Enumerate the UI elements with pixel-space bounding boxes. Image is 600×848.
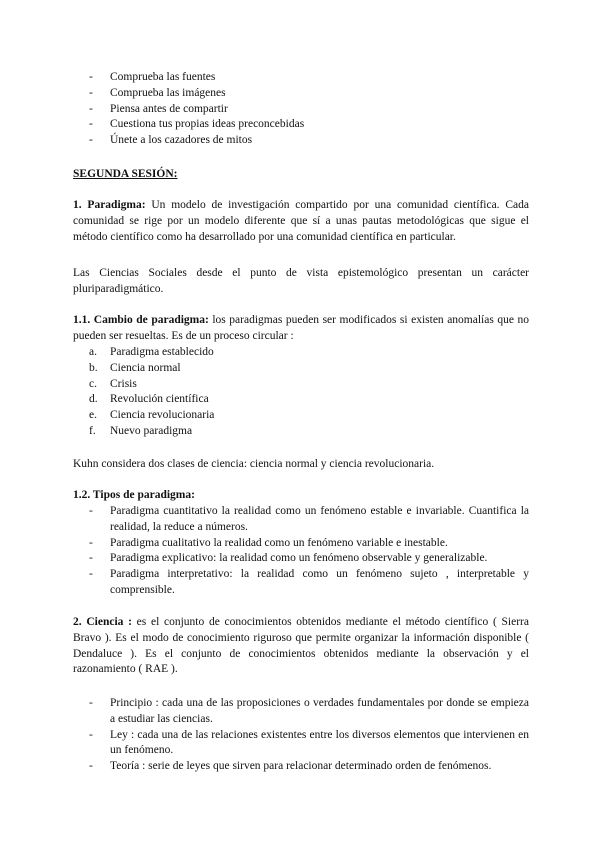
paradigma-heading: 1. Paradigma: xyxy=(73,199,146,211)
list-item-label: Ciencia normal xyxy=(110,361,181,374)
list-item: - Principio : cada una de las proposiciones o verdades fundamentales por donde se empieza a estudiar las ciencias. xyxy=(73,696,529,728)
list-item xyxy=(73,392,529,408)
ciencia-heading: 2. Ciencia : xyxy=(73,616,132,628)
paradigma-paragraph xyxy=(73,198,529,245)
list-item xyxy=(73,424,529,440)
tipos-list xyxy=(73,504,529,599)
paradigma-text: Un modelo de investigación compartido por una comunidad científica. Cada comunidad se rige por un modelo diferente que sí a unas pautas metodológicas que sigue el método científico como ha desarrollado por una comunidad científica en particular. xyxy=(73,199,529,243)
list-item: - Paradigma cuantitativo la realidad como un fenómeno estable e invariable. Cuantifica la realidad, la reduce a números. xyxy=(73,504,529,536)
list-item: - Paradigma interpretativo: la realidad como un fenómeno sujeto , interpretable y comprensible. xyxy=(73,567,529,599)
kuhn-paragraph: Kuhn considera dos clases de ciencia: ciencia normal y ciencia revolucionaria. xyxy=(73,458,435,470)
tips-list xyxy=(73,70,529,149)
tipos-heading: 1.2. Tipos de paradigma: xyxy=(73,489,195,501)
cambio-heading: 1.1. Cambio de paradigma: xyxy=(73,314,209,326)
definitions-list xyxy=(73,696,529,775)
list-item xyxy=(73,377,529,393)
list-item: - Cuestiona tus propias ideas preconcebidas xyxy=(73,117,529,133)
list-item xyxy=(73,345,529,361)
list-marker: c. xyxy=(89,377,97,390)
section-title: SEGUNDA SESIÓN: xyxy=(73,168,178,180)
list-item-label: Paradigma establecido xyxy=(110,346,214,358)
ciencia-text: es el conjunto de conocimientos obtenidos mediante el método científico ( Sierra Bravo ). Es el modo de conocimiento riguroso que permite organizar la información disponible ( Dendaluce ). Es el conjunto de conocimientos obtenidos mediante la observación y el razonamiento ( RAE ). xyxy=(73,616,529,676)
list-item-label: Nuevo paradigma xyxy=(110,424,193,437)
list-marker: f. xyxy=(89,424,96,437)
list-marker: a. xyxy=(89,346,97,358)
list-item-label: Revolución científica xyxy=(110,393,209,406)
list-item: - Piensa antes de compartir xyxy=(73,102,529,118)
list-item: - Únete a los cazadores de mitos xyxy=(73,133,529,149)
list-marker: e. xyxy=(89,409,97,422)
cambio-list xyxy=(73,345,529,440)
list-item xyxy=(73,408,529,424)
list-item: - Teoría : serie de leyes que sirven para relacionar determinado orden de fenómenos. xyxy=(73,759,529,775)
list-item xyxy=(73,361,529,377)
list-item: - Comprueba las imágenes xyxy=(73,86,529,102)
ciencias-sociales-paragraph: Las Ciencias Sociales desde el punto de vista epistemológico presentan un carácter pluriparadigmático. xyxy=(73,267,529,295)
list-item: - Paradigma cualitativo la realidad como un fenómeno variable e inestable. xyxy=(73,536,529,552)
list-item-label: Crisis xyxy=(110,377,137,390)
ciencia-paragraph xyxy=(73,615,529,678)
list-item: - Paradigma explicativo: la realidad como un fenómeno observable y generalizable. xyxy=(73,551,529,567)
list-marker: d. xyxy=(89,393,98,406)
list-marker: b. xyxy=(89,361,98,374)
list-item: - Ley : cada una de las relaciones existentes entre los diversos elementos que intervienen en un fenómeno. xyxy=(73,728,529,760)
cambio-text: los paradigmas pueden ser modificados si existen anomalías que no pueden ser resueltas. Es de un proceso circular : xyxy=(73,314,529,342)
cambio-paragraph xyxy=(73,313,529,345)
list-item: - Comprueba las fuentes xyxy=(73,70,529,86)
list-item-label: Ciencia revolucionaria xyxy=(110,409,215,422)
